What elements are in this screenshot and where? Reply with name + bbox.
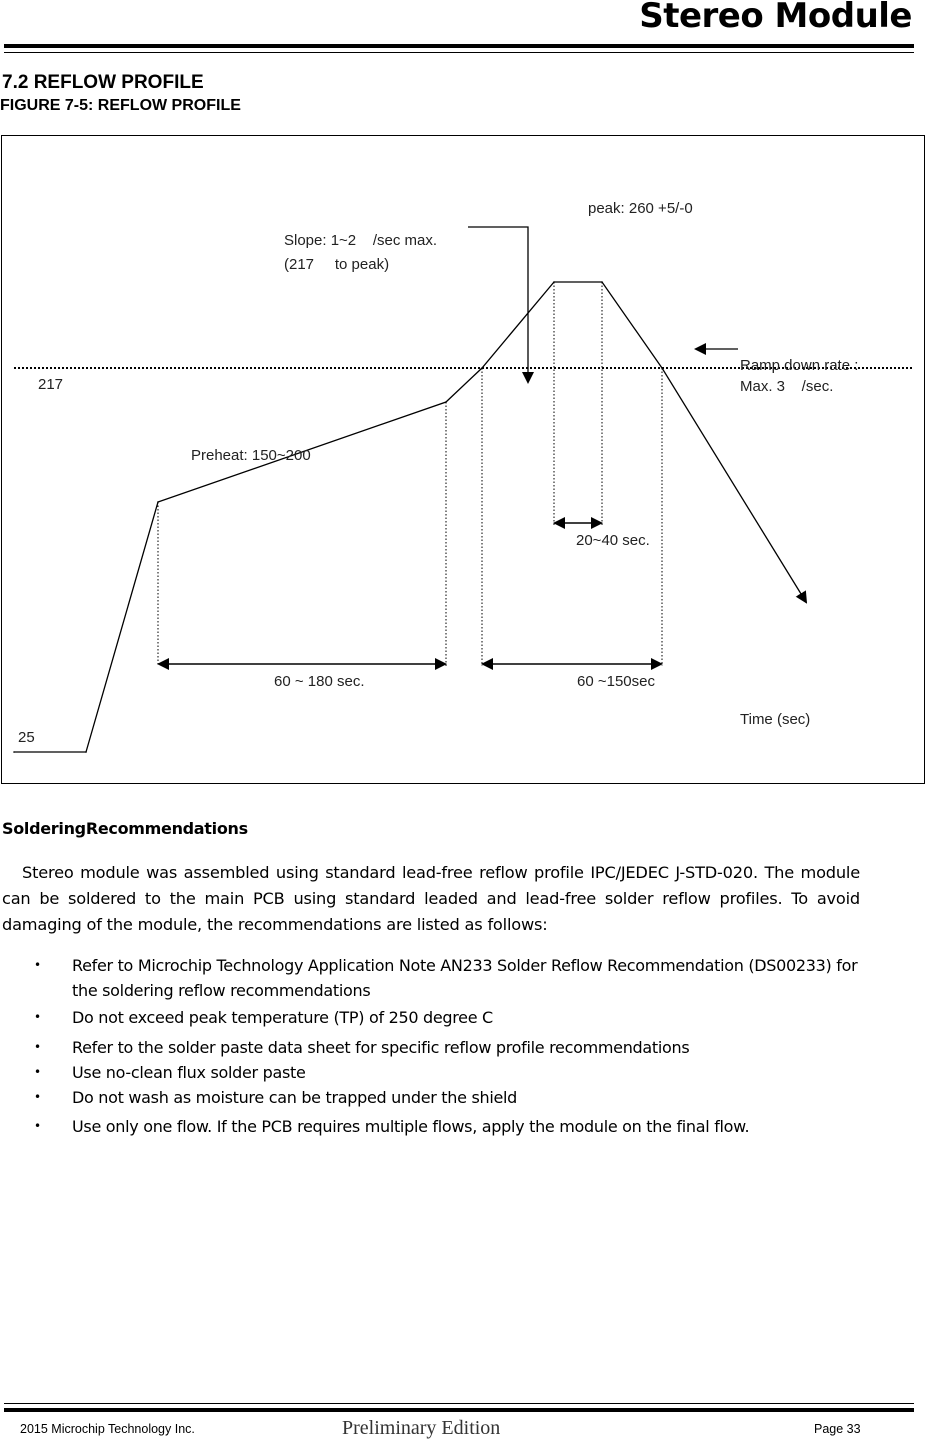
- list-item-text: Do not exceed peak temperature (TP) of 250 degree C: [72, 1008, 493, 1027]
- section-title: 7.2 REFLOW PROFILE: [2, 72, 204, 93]
- profile-point-4: [481, 367, 483, 369]
- profile-point-7: [661, 367, 663, 369]
- soldering-heading: SolderingRecommendations: [2, 819, 248, 838]
- bullet-icon: •: [34, 958, 41, 972]
- reflow-profile-chart: [1, 135, 925, 784]
- list-item: [0, 953, 872, 1003]
- profile-point-6: [601, 281, 603, 283]
- profile-point-0: [13, 751, 15, 753]
- profile-point-3: [445, 401, 447, 403]
- peak-duration-label: 20~40 sec.: [576, 532, 650, 549]
- list-item-text: Use only one flow. If the PCB requires multiple flows, apply the module on the final flow.: [72, 1117, 750, 1136]
- list-item: [0, 1114, 872, 1139]
- list-item-text: Refer to the solder paste data sheet for specific reflow profile recommendations: [72, 1038, 690, 1057]
- footer-rule: [4, 1408, 914, 1412]
- preheat-label: Preheat: 150~200: [191, 447, 311, 464]
- list-item: [0, 1060, 872, 1085]
- list-item: [0, 1005, 872, 1030]
- ramp-down-label-line1: Ramp down rate :: [740, 357, 859, 374]
- list-item-text: Refer to Microchip Technology Application Note AN233 Solder Reflow Recommendation (DS00233) for the soldering reflow recommendations: [72, 956, 858, 1000]
- ramp-down-label-line2: Max. 3 /sec.: [740, 378, 834, 395]
- profile-point-5: [553, 281, 555, 283]
- footer-edition: Preliminary Edition: [342, 1417, 501, 1439]
- header-rule: [4, 44, 914, 48]
- slope-label-line2: (217 to peak): [284, 256, 390, 273]
- list-item-text: Use no-clean flux solder paste: [72, 1063, 306, 1082]
- x-axis-label: Time (sec): [740, 711, 811, 728]
- profile-point-2: [157, 501, 159, 503]
- bullet-icon: •: [34, 1090, 41, 1104]
- profile-point-8: [805, 601, 807, 603]
- reference-line-label: 217: [38, 376, 64, 393]
- peak-label: peak: 260 +5/-0: [588, 200, 693, 217]
- start-temperature-label: 25: [18, 729, 35, 746]
- bullet-icon: •: [34, 1119, 41, 1133]
- ramp-down-line: [662, 368, 806, 602]
- footer-page-number: Page 33: [814, 1422, 861, 1436]
- figure-title: FIGURE 7-5: REFLOW PROFILE: [0, 97, 241, 114]
- header-rule-thin: [4, 52, 914, 53]
- above-liquidus-duration-label: 60 ~150sec: [577, 673, 655, 690]
- bullet-icon: •: [34, 1010, 41, 1024]
- bullet-icon: •: [34, 1040, 41, 1054]
- preheat-duration-label: 60 ~ 180 sec.: [274, 673, 365, 690]
- recommendation-list: [0, 953, 900, 1139]
- slope-callout-arrow: [468, 227, 528, 382]
- footer-copyright: 2015 Microchip Technology Inc.: [20, 1422, 195, 1436]
- soldering-paragraph: Stereo module was assembled using standard lead-free reflow profile IPC/JEDEC J-STD-020. The module can be soldered to the main PCB using standard leaded and lead-free solder reflow profiles. To avoid damaging of the module, the recommendations are listed as follows:: [2, 863, 860, 934]
- list-item-text: Do not wash as moisture can be trapped under the shield: [72, 1088, 518, 1107]
- document-title: Stereo Module: [639, 0, 912, 36]
- reflow-profile-plot: [2, 136, 926, 785]
- list-item: [0, 1035, 872, 1060]
- list-item: [0, 1085, 872, 1110]
- bullet-icon: •: [34, 1065, 41, 1079]
- profile-point-1: [85, 751, 87, 753]
- slope-label-line1: Slope: 1~2 /sec max.: [284, 232, 437, 249]
- footer-rule-thin: [4, 1403, 914, 1404]
